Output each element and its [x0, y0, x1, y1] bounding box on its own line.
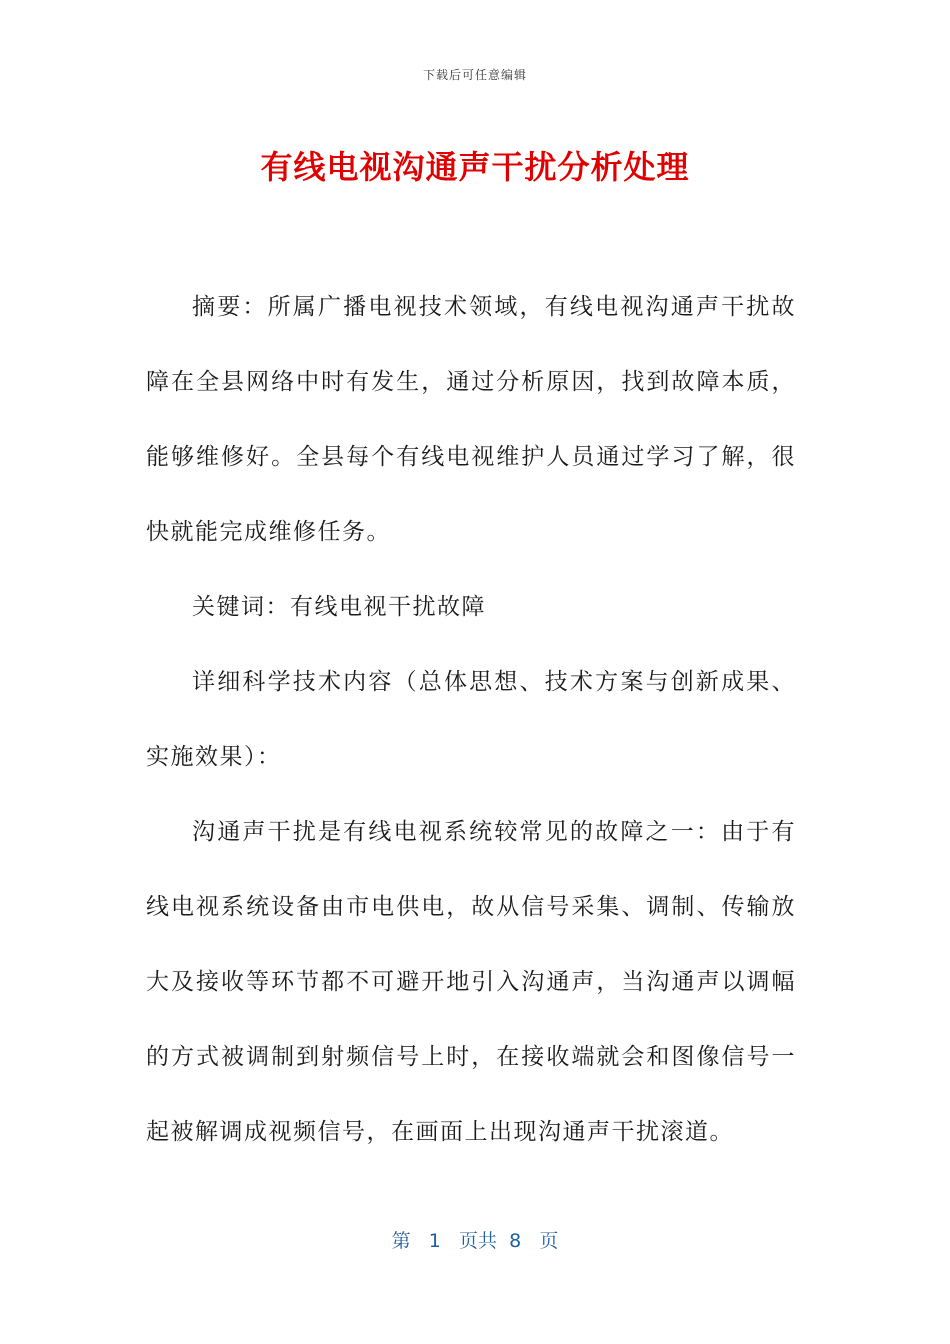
- content-heading-paragraph: 详细科学技术内容（总体思想、技术方案与创新成果、实施效果）：: [146, 669, 796, 770]
- keywords-paragraph: 关键词：有线电视干扰故障: [192, 594, 486, 620]
- document-body: [146, 270, 796, 1170]
- total-pages-number: 8: [509, 1230, 522, 1252]
- page-footer: [0, 1226, 950, 1253]
- abstract-paragraph: 摘要：所属广播电视技术领域，有线电视沟通声干扰故障在全县网络中时有发生，通过分析原因，找到故障本质，能够维修好。全县每个有线电视维护人员通过学习了解，很快就能完成维修任务。: [146, 294, 796, 545]
- current-page-number: 1: [428, 1230, 441, 1252]
- body-paragraph: 沟通声干扰是有线电视系统较常见的故障之一：由于有线电视系统设备由市电供电，故从信号采集、调制、传输放大及接收等环节都不可避开地引入沟通声，当沟通声以调幅的方式被调制到射频信号上时，在接收端就会和图像信号一起被解调成视频信号，在画面上出现沟通声干扰滚道。: [146, 819, 796, 1145]
- page-label-mid: 页共: [459, 1230, 498, 1252]
- page-label-suffix: 页: [539, 1230, 559, 1252]
- page-header-note: 下载后可任意编辑: [422, 68, 527, 82]
- document-title: 有线电视沟通声干扰分析处理: [260, 148, 690, 186]
- page-label-prefix: 第: [391, 1230, 411, 1252]
